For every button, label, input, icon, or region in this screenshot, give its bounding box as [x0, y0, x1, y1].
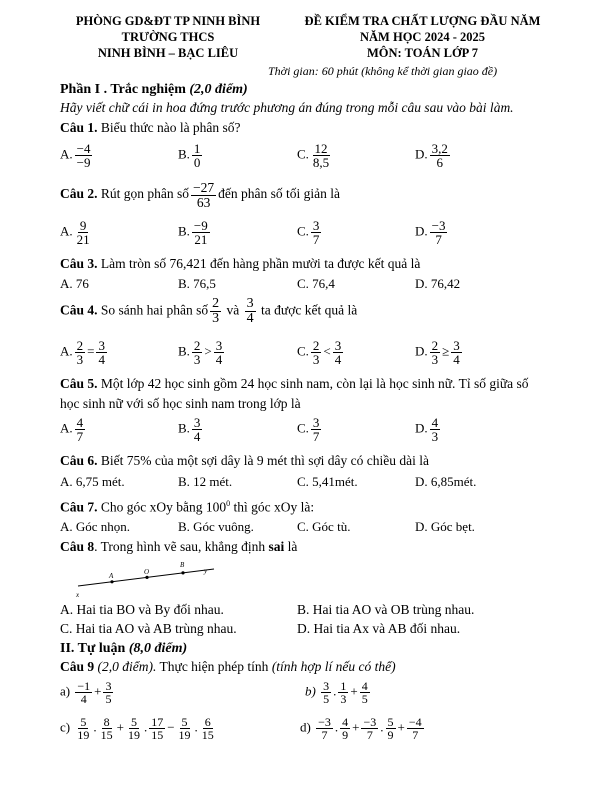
- school-type: TRƯỜNG THCS: [121, 30, 215, 44]
- subject: MÔN: TOÁN LỚP 7: [366, 46, 478, 60]
- q6-option-d: D. 6,85mét.: [415, 474, 477, 489]
- school-name: NINH BÌNH – BẠC LIÊU: [97, 46, 239, 60]
- q8-text: Câu 8. Trong hình vẽ sau, khẳng định sai là: [60, 539, 298, 554]
- q7-option-d: D. Góc bẹt.: [415, 519, 475, 534]
- q6-option-c: C. 5,41mét.: [297, 474, 358, 489]
- q8-option-b: B. Hai tia AO và OB trùng nhau.: [297, 602, 475, 617]
- q5-option-d: D. $\frac{4}{3}$: [415, 415, 439, 444]
- part2-heading: II. Tự luận (8,0 điểm): [60, 641, 188, 656]
- q5-option-b: B. $\frac{3}{4}$: [178, 415, 201, 444]
- q6-option-a: A. 6,75 mét.: [60, 474, 125, 489]
- q7-option-b: B. Góc vuông.: [178, 519, 254, 534]
- exam-title: ĐỀ KIỂM TRA CHẤT LƯỢNG ĐẦU NĂM: [304, 14, 541, 28]
- part1-heading: Phần I . Trắc nghiệm (2,0 điểm): [60, 82, 248, 97]
- part1-instruction: Hãy viết chữ cái in hoa đứng trước phương án đúng trong mỗi câu sau vào bài làm.: [60, 100, 514, 115]
- q2-text: Câu 2. Rút gọn phân số $\frac{-27}{63}$ đến phân số tối giản là: [60, 180, 341, 210]
- q6-text: Câu 6. Biết 75% của một sợi dây là 9 mét thì sợi dây có chiều dài là: [60, 453, 429, 468]
- q8-option-a: A. Hai tia BO và By đối nhau.: [60, 602, 224, 617]
- q1-option-c: C. $\frac{12}{8,5}$: [297, 141, 330, 170]
- q9-part-a: a) $\frac{-1}{4}$ + $\frac{3}{5}$: [60, 679, 112, 706]
- q4-option-c: C. $\frac{2}{3}$ < $\frac{3}{4}$: [297, 338, 342, 367]
- q7-option-c: C. Góc tù.: [297, 519, 351, 534]
- label-x: x: [76, 591, 80, 597]
- q5-option-c: C. $\frac{3}{7}$: [297, 415, 320, 444]
- q7-text: Câu 7. Cho góc xOy bằng $100^0$ thì góc xOy là:: [60, 499, 315, 515]
- q4-text: Câu 4. So sánh hai phân số $\frac{2}{3}$ và $\frac{3}{4}$ ta được kết quả là: [60, 296, 358, 326]
- label-a: A: [109, 572, 114, 580]
- label-b: B: [180, 561, 185, 569]
- point-o: [145, 576, 148, 579]
- q9-part-b: b) $\frac{3}{5}$ . $\frac{1}{3}$ + $\frac{4}{5}$: [305, 679, 368, 706]
- q8-option-c: C. Hai tia AO và AB trùng nhau.: [60, 621, 237, 636]
- q1-option-b: B. $\frac{1}{0}$: [178, 141, 201, 170]
- q3-option-b: B. 76,5: [178, 276, 216, 291]
- q1-option-a: A. $\frac{-4}{-9}$: [60, 141, 91, 170]
- q7-option-a: A. Góc nhọn.: [60, 519, 131, 534]
- q2-option-a: A. $\frac{9}{21}$: [60, 218, 90, 247]
- q2-option-d: D. $\frac{-3}{7}$: [415, 218, 446, 247]
- q8-option-d: D. Hai tia Ax và AB đối nhau.: [297, 621, 461, 636]
- school-year: NĂM HỌC 2024 - 2025: [360, 30, 485, 44]
- exam-time: Thời gian: 60 phút (không kể thời gian giao đề): [268, 64, 498, 78]
- q3-text: Câu 3. Làm tròn số 76,421 đến hàng phần mười ta được kết quả là: [60, 256, 421, 271]
- q1-option-d: D. $\frac{3,2}{6}$: [415, 141, 448, 170]
- point-a: [110, 580, 113, 583]
- q3-option-d: D. 76,42: [415, 276, 461, 291]
- q5-text-line1: Câu 5. Một lớp 42 học sinh gồm 24 học sinh nam, còn lại là học sinh nữ. Tỉ số giữa số: [60, 376, 529, 391]
- q4-option-d: D. $\frac{2}{3}$ ≥ $\frac{3}{4}$: [415, 338, 460, 367]
- q9-part-d: d) $\frac{-3}{7}$ . $\frac{4}{9}$ + $\frac{-3}{7}$ . $\frac{5}{9}$ + $\frac{-4}{7}$: [300, 715, 422, 742]
- q2-option-c: C. $\frac{3}{7}$: [297, 218, 320, 247]
- point-b: [181, 571, 184, 574]
- label-o: O: [144, 568, 150, 576]
- q5-option-a: A. $\frac{4}{7}$: [60, 415, 84, 444]
- label-y: y: [204, 567, 208, 575]
- q9-text: Câu 9 (2,0 điểm). Thực hiện phép tính (tính hợp lí nếu có thể): [60, 659, 396, 674]
- q9-part-c: c) $\frac{5}{19}$ . $\frac{8}{15}$ + $\frac{5}{19}$ . $\frac{17}{15}$ − $\frac{5}{19}$ . $\frac{6}{15}$: [60, 715, 214, 742]
- q5-text-line2: học sinh nữ với số học sinh nam trong lớp là: [60, 396, 301, 411]
- q3-option-c: C. 76,4: [297, 276, 335, 291]
- q2-option-b: B. $\frac{-9}{21}$: [178, 218, 208, 247]
- q6-option-b: B. 12 mét.: [178, 474, 233, 489]
- q3-option-a: A. 76: [60, 276, 89, 291]
- q1-text: Câu 1. Biểu thức nào là phân số?: [60, 120, 241, 135]
- q4-option-a: A. $\frac{2}{3}$ = $\frac{3}{4}$: [60, 338, 105, 367]
- dept-name: PHÒNG GD&ĐT TP NINH BÌNH: [75, 14, 261, 28]
- q8-ray-figure: [60, 557, 220, 597]
- q4-option-b: B. $\frac{2}{3}$ > $\frac{3}{4}$: [178, 338, 223, 367]
